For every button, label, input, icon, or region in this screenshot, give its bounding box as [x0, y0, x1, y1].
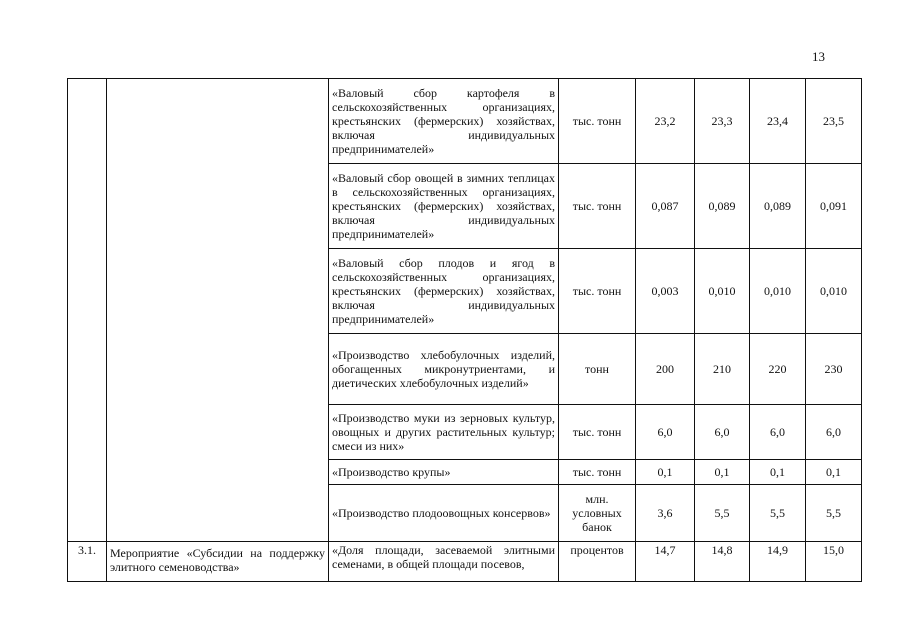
value-cell: 23,5 — [806, 79, 862, 164]
indicator-cell: «Производство крупы» — [329, 460, 559, 485]
value-cell: 0,1 — [695, 460, 750, 485]
indicator-cell: «Производство муки из зерновых культур, овощных и других растительных культур; смеси из них» — [329, 405, 559, 460]
unit-cell: тыс. тонн — [559, 460, 636, 485]
value-cell: 0,1 — [636, 460, 695, 485]
indicator-text: «Доля площади, засеваемой элитными семенами, в общей площади посевов, — [332, 543, 555, 571]
value-cell: 14,9 — [750, 542, 806, 582]
value-cell: 200 — [636, 334, 695, 405]
value-cell: 5,5 — [806, 485, 862, 542]
indicators-table — [67, 78, 862, 582]
value-cell: 230 — [806, 334, 862, 405]
page-number: 13 — [812, 49, 825, 64]
value-cell: 0,089 — [695, 164, 750, 249]
value-cell: 23,2 — [636, 79, 695, 164]
value-cell: 0,003 — [636, 249, 695, 334]
indicator-cell: «Производство плодоовощных консервов» — [329, 485, 559, 542]
value-cell: 14,7 — [636, 542, 695, 582]
table-row-3-1 — [68, 542, 862, 582]
unit-cell: тонн — [559, 334, 636, 405]
value-cell: 14,8 — [695, 542, 750, 582]
unit-cell: процентов — [559, 542, 636, 582]
value-cell: 0,089 — [750, 164, 806, 249]
unit-cell: тыс. тонн — [559, 405, 636, 460]
number-cell-empty — [68, 79, 107, 542]
value-cell: 6,0 — [636, 405, 695, 460]
value-cell: 0,1 — [806, 460, 862, 485]
value-cell: 23,4 — [750, 79, 806, 164]
measure-cell-empty — [107, 79, 329, 542]
value-cell: 3,6 — [636, 485, 695, 542]
value-cell: 220 — [750, 334, 806, 405]
value-cell: 6,0 — [750, 405, 806, 460]
value-cell: 5,5 — [695, 485, 750, 542]
value-cell: 6,0 — [806, 405, 862, 460]
unit-cell: млн. условных банок — [559, 485, 636, 542]
indicator-cell: «Валовый сбор плодов и ягод в сельскохозяйственных организациях, крестьянских (фермерских) хозяйствах, включая индивидуальных предпринимателей» — [329, 249, 559, 334]
unit-cell: тыс. тонн — [559, 249, 636, 334]
value-cell: 15,0 — [806, 542, 862, 582]
indicator-cell: «Валовый сбор овощей в зимних теплицах в сельскохозяйственных организациях, крестьянских (фермерских) хозяйствах, включая индивидуальных предпринимателей» — [329, 164, 559, 249]
value-cell: 0,091 — [806, 164, 862, 249]
measure-text: Мероприятие «Субсидии на поддержку элитного семеноводства» — [110, 546, 325, 574]
value-cell: 210 — [695, 334, 750, 405]
value-cell: 6,0 — [695, 405, 750, 460]
value-cell: 0,010 — [750, 249, 806, 334]
value-cell: 23,3 — [695, 79, 750, 164]
indicator-cell — [329, 542, 559, 582]
value-cell: 0,010 — [695, 249, 750, 334]
indicator-cell: «Валовый сбор картофеля в сельскохозяйственных организациях, крестьянских (фермерских) хозяйствах, включая индивидуальных предпринимателей» — [329, 79, 559, 164]
indicator-cell: «Производство хлебобулочных изделий, обогащенных микронутриентами, и диетических хлебобулочных изделий» — [329, 334, 559, 405]
unit-cell: тыс. тонн — [559, 79, 636, 164]
value-cell: 5,5 — [750, 485, 806, 542]
unit-cell: тыс. тонн — [559, 164, 636, 249]
value-cell: 0,010 — [806, 249, 862, 334]
measure-cell — [107, 542, 329, 582]
value-cell: 0,1 — [750, 460, 806, 485]
value-cell: 0,087 — [636, 164, 695, 249]
table-row — [68, 79, 862, 164]
item-number-cell: 3.1. — [68, 542, 107, 582]
